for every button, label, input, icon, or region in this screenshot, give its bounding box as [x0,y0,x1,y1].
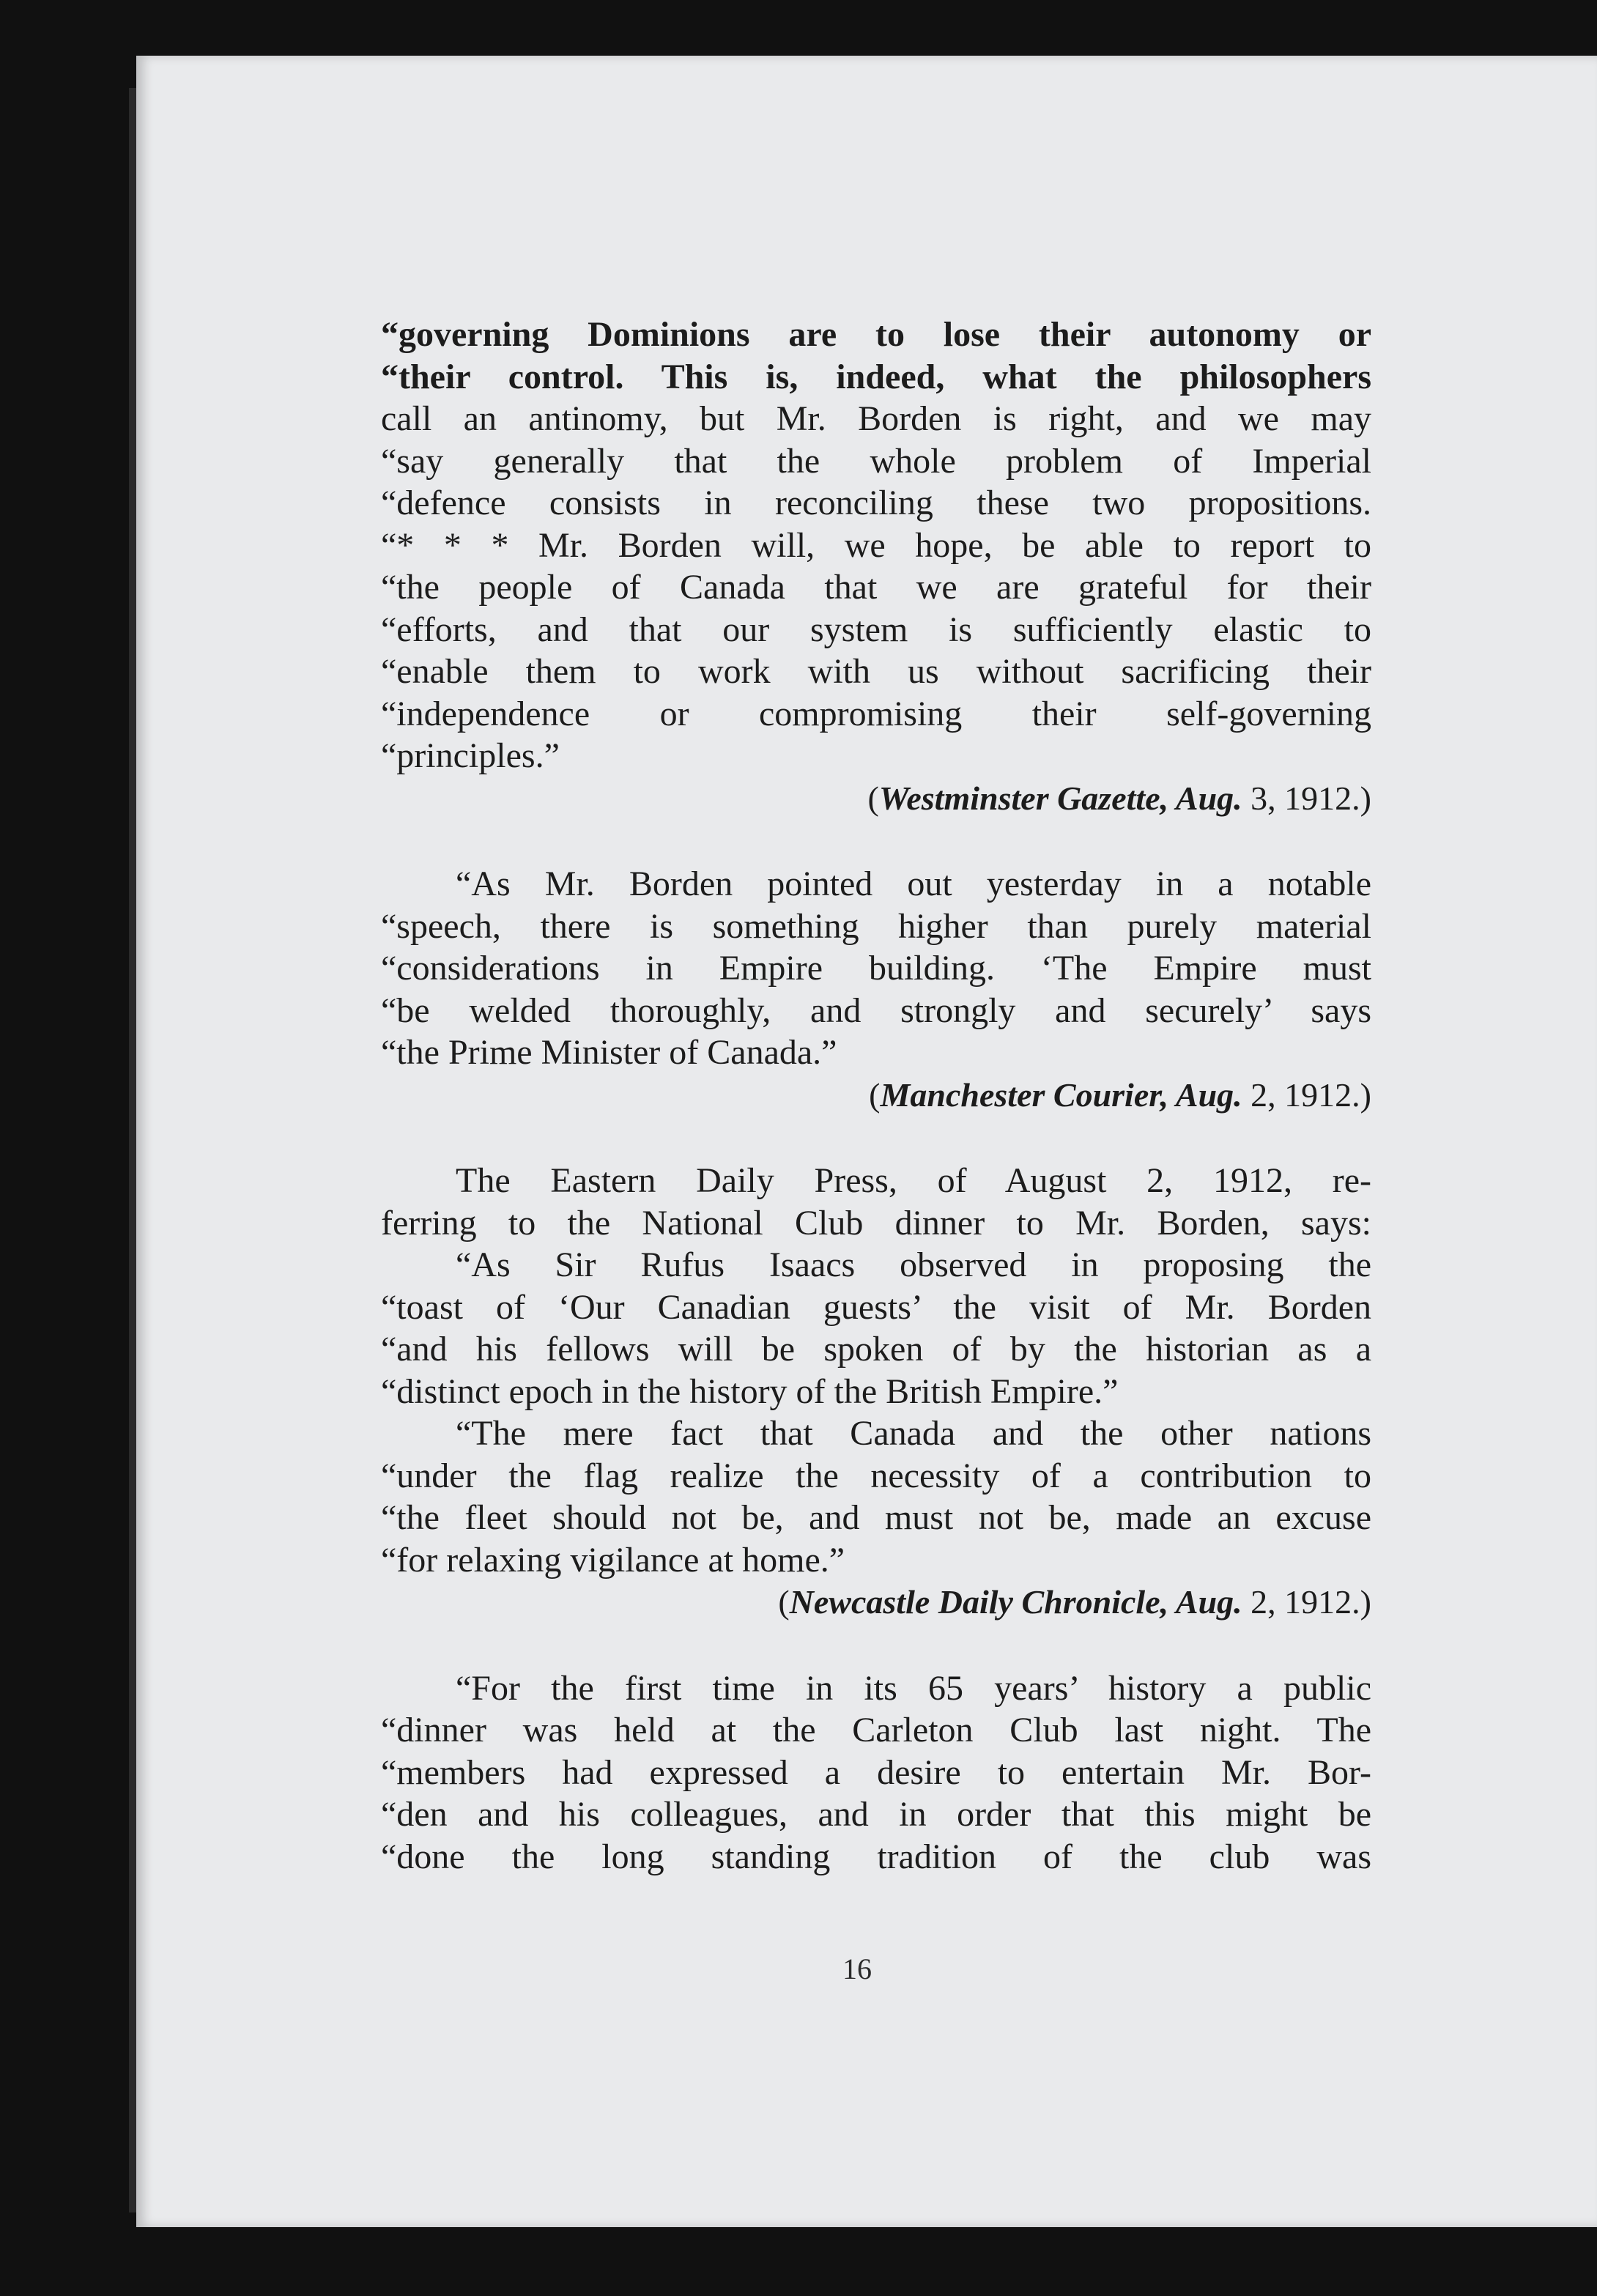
source-date: 3, 1912. [1250,779,1360,817]
text-line: “considerations in Empire building. ‘The Empire must [381,949,1371,988]
source-date: 2, 1912. [1250,1583,1360,1621]
quote-westminster-gazette [381,314,1371,819]
text-line: “members had expressed a desire to entertain Mr. Bor- [381,1752,1371,1792]
source-title: Newcastle Daily Chronicle, Aug. [789,1583,1242,1621]
text-line: “speech, there is something higher than purely material [381,906,1371,946]
source-title: Manchester Courier, Aug. [880,1075,1242,1114]
text-line: “principles.” [381,736,560,775]
text-line: “independence or compromising their self-governing [381,694,1371,733]
source-citation: (Manchester Courier, Aug. 2, 1912.) [869,1075,1371,1114]
text-line: “governing Dominions are to lose their autonomy or [381,315,1371,354]
text-line: “and his fellows will be spoken of by the historian as a [381,1330,1371,1369]
text-line: “* * * Mr. Borden will, we hope, be able to report to [381,525,1371,565]
quote-manchester-courier [381,863,1371,1116]
text-line: “for relaxing vigilance at home.” [381,1540,845,1580]
text-line: ferring to the National Club dinner to Mr. Borden, says: [381,1203,1371,1243]
text-line: “be welded thoroughly, and strongly and securely’ says [381,990,1371,1030]
text-line: “As Mr. Borden pointed out yesterday in a notable [456,864,1371,903]
quote-carleton-club [381,1667,1371,1878]
source-title: Westminster Gazette, Aug. [878,779,1242,817]
text-line: “done the long standing tradition of the club was [381,1837,1371,1876]
text-line: “defence consists in reconciling these two propositions. [381,484,1371,522]
source-date: 2, 1912. [1250,1075,1360,1114]
text-line: “The mere fact that Canada and the other nations [456,1414,1371,1453]
text-line: “As Sir Rufus Isaacs observed in proposing the [456,1245,1371,1284]
text-line: “under the flag realize the necessity of a contribution to [381,1456,1371,1495]
text-line: “the fleet should not be, and must not be, made an excuse [381,1498,1371,1537]
text-line: “toast of ‘Our Canadian guests’ the visit of Mr. Borden [381,1287,1371,1327]
source-citation: (Newcastle Daily Chronicle, Aug. 2, 1912.) [778,1583,1371,1621]
text-line: “the people of Canada that we are grateful for their [381,568,1371,607]
document-body [381,314,1371,1878]
text-line: “den and his colleagues, and in order that this might be [381,1795,1371,1834]
text-line: “enable them to work with us without sacrificing their [381,652,1371,691]
source-citation: (Westminster Gazette, Aug. 3, 1912.) [867,779,1371,817]
text-line: “distinct epoch in the history of the British Empire.” [381,1371,1119,1411]
text-line: “the Prime Minister of Canada.” [381,1033,837,1072]
text-line: “their control. This is, indeed, what the philosophers [381,357,1371,396]
text-line: “dinner was held at the Carleton Club last night. The [381,1711,1371,1749]
text-line: “For the first time in its 65 years’ history a public [456,1668,1371,1708]
text-line: “say generally that the whole problem of Imperial [381,441,1371,481]
text-line: call an antinomy, but Mr. Borden is right, and we may [381,399,1371,438]
quote-newcastle-chronicle [381,1160,1371,1623]
page-number: 16 [842,1952,872,1985]
text-line: “efforts, and that our system is sufficiently elastic to [381,610,1371,649]
text-line: The Eastern Daily Press, of August 2, 1912, re- [456,1161,1371,1200]
